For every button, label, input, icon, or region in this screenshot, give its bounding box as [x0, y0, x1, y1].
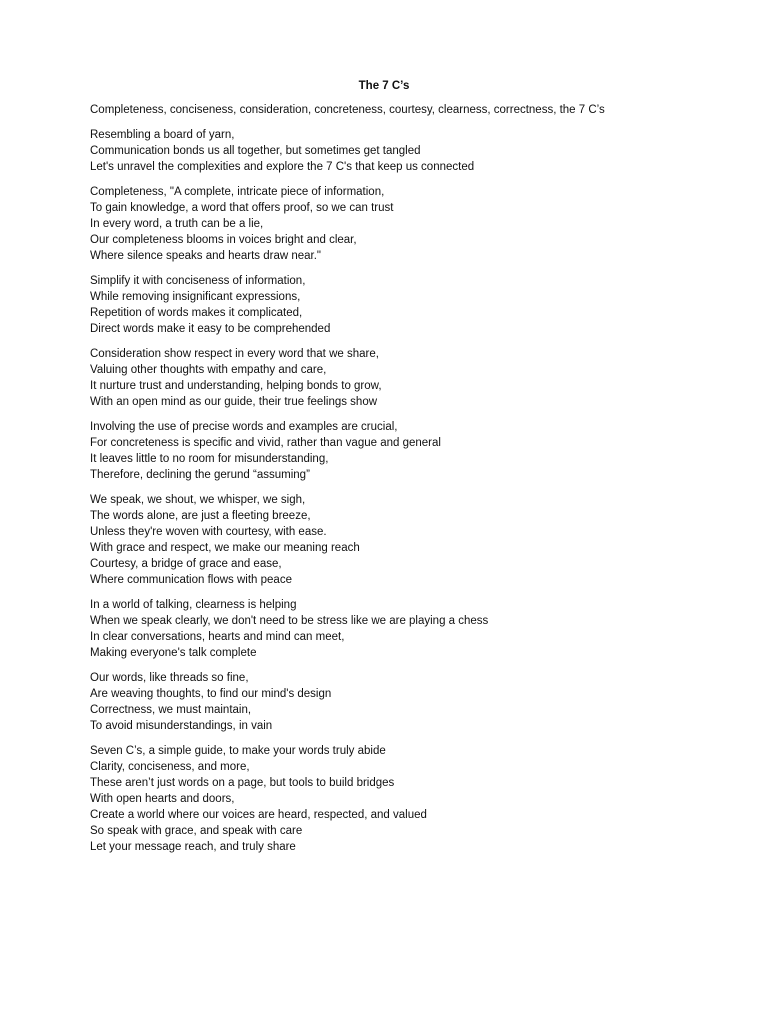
poem-line: Seven C’s, a simple guide, to make your words truly abide	[90, 745, 386, 757]
stanza	[90, 492, 730, 588]
poem-line: For concreteness is specific and vivid, rather than vague and general	[90, 437, 441, 449]
poem-line: Courtesy, a bridge of grace and ease,	[90, 558, 282, 570]
poem-body	[90, 102, 730, 864]
poem-line: It nurture trust and understanding, helping bonds to grow,	[90, 380, 382, 392]
poem-line: To gain knowledge, a word that offers proof, so we can trust	[90, 202, 394, 214]
poem-line: Valuing other thoughts with empathy and care,	[90, 364, 327, 376]
stanza	[90, 346, 730, 410]
stanza	[90, 419, 730, 483]
poem-line: Resembling a board of yarn,	[90, 129, 235, 141]
poem-line: Direct words make it easy to be comprehended	[90, 323, 331, 335]
poem-line: The words alone, are just a fleeting breeze,	[90, 510, 311, 522]
poem-line: In clear conversations, hearts and mind can meet,	[90, 631, 345, 643]
poem-line: Correctness, we must maintain,	[90, 704, 252, 716]
stanza	[90, 102, 730, 118]
document-title: The 7 C’s	[358, 80, 410, 92]
poem-line: Therefore, declining the gerund “assuming”	[90, 469, 310, 481]
poem-line: Involving the use of precise words and examples are crucial,	[90, 421, 398, 433]
poem-line: With grace and respect, we make our meaning reach	[90, 542, 360, 554]
poem-line: These aren’t just words on a page, but tools to build bridges	[90, 777, 395, 789]
poem-line: Making everyone's talk complete	[90, 647, 257, 659]
poem-line: Unless they're woven with courtesy, with ease.	[90, 526, 327, 538]
poem-line: With an open mind as our guide, their true feelings show	[90, 396, 378, 408]
poem-line: So speak with grace, and speak with care	[90, 825, 303, 837]
poem-line: Consideration show respect in every word that we share,	[90, 348, 379, 360]
poem-line: While removing insignificant expressions,	[90, 291, 301, 303]
stanza	[90, 184, 730, 264]
poem-line: Completeness, conciseness, consideration, concreteness, courtesy, clearness, correctness, the 7 C’s	[90, 104, 605, 116]
poem-line: Our words, like threads so fine,	[90, 672, 249, 684]
poem-line: When we speak clearly, we don't need to be stress like we are playing a chess	[90, 615, 489, 627]
stanza	[90, 127, 730, 175]
poem-line: Repetition of words makes it complicated,	[90, 307, 303, 319]
poem-line: Where silence speaks and hearts draw near."	[90, 250, 322, 262]
poem-line: Our completeness blooms in voices bright and clear,	[90, 234, 357, 246]
stanza	[90, 670, 730, 734]
poem-line: Let's unravel the complexities and explore the 7 C's that keep us connected	[90, 161, 475, 173]
stanza	[90, 273, 730, 337]
poem-line: Communication bonds us all together, but sometimes get tangled	[90, 145, 421, 157]
poem-line: Completeness, "A complete, intricate piece of information,	[90, 186, 385, 198]
poem-line: To avoid misunderstandings, in vain	[90, 720, 273, 732]
poem-line: Clarity, conciseness, and more,	[90, 761, 250, 773]
poem-line: We speak, we shout, we whisper, we sigh,	[90, 494, 306, 506]
poem-line: Simplify it with conciseness of information,	[90, 275, 306, 287]
poem-line: Where communication flows with peace	[90, 574, 292, 586]
stanza	[90, 597, 730, 661]
poem-line: In every word, a truth can be a lie,	[90, 218, 264, 230]
stanza	[90, 743, 730, 855]
poem-line: Let your message reach, and truly share	[90, 841, 296, 853]
poem-line: Are weaving thoughts, to find our mind's design	[90, 688, 332, 700]
poem-line: It leaves little to no room for misunderstanding,	[90, 453, 329, 465]
poem-line: In a world of talking, clearness is helping	[90, 599, 297, 611]
poem-line: Create a world where our voices are heard, respected, and valued	[90, 809, 427, 821]
poem-line: With open hearts and doors,	[90, 793, 235, 805]
